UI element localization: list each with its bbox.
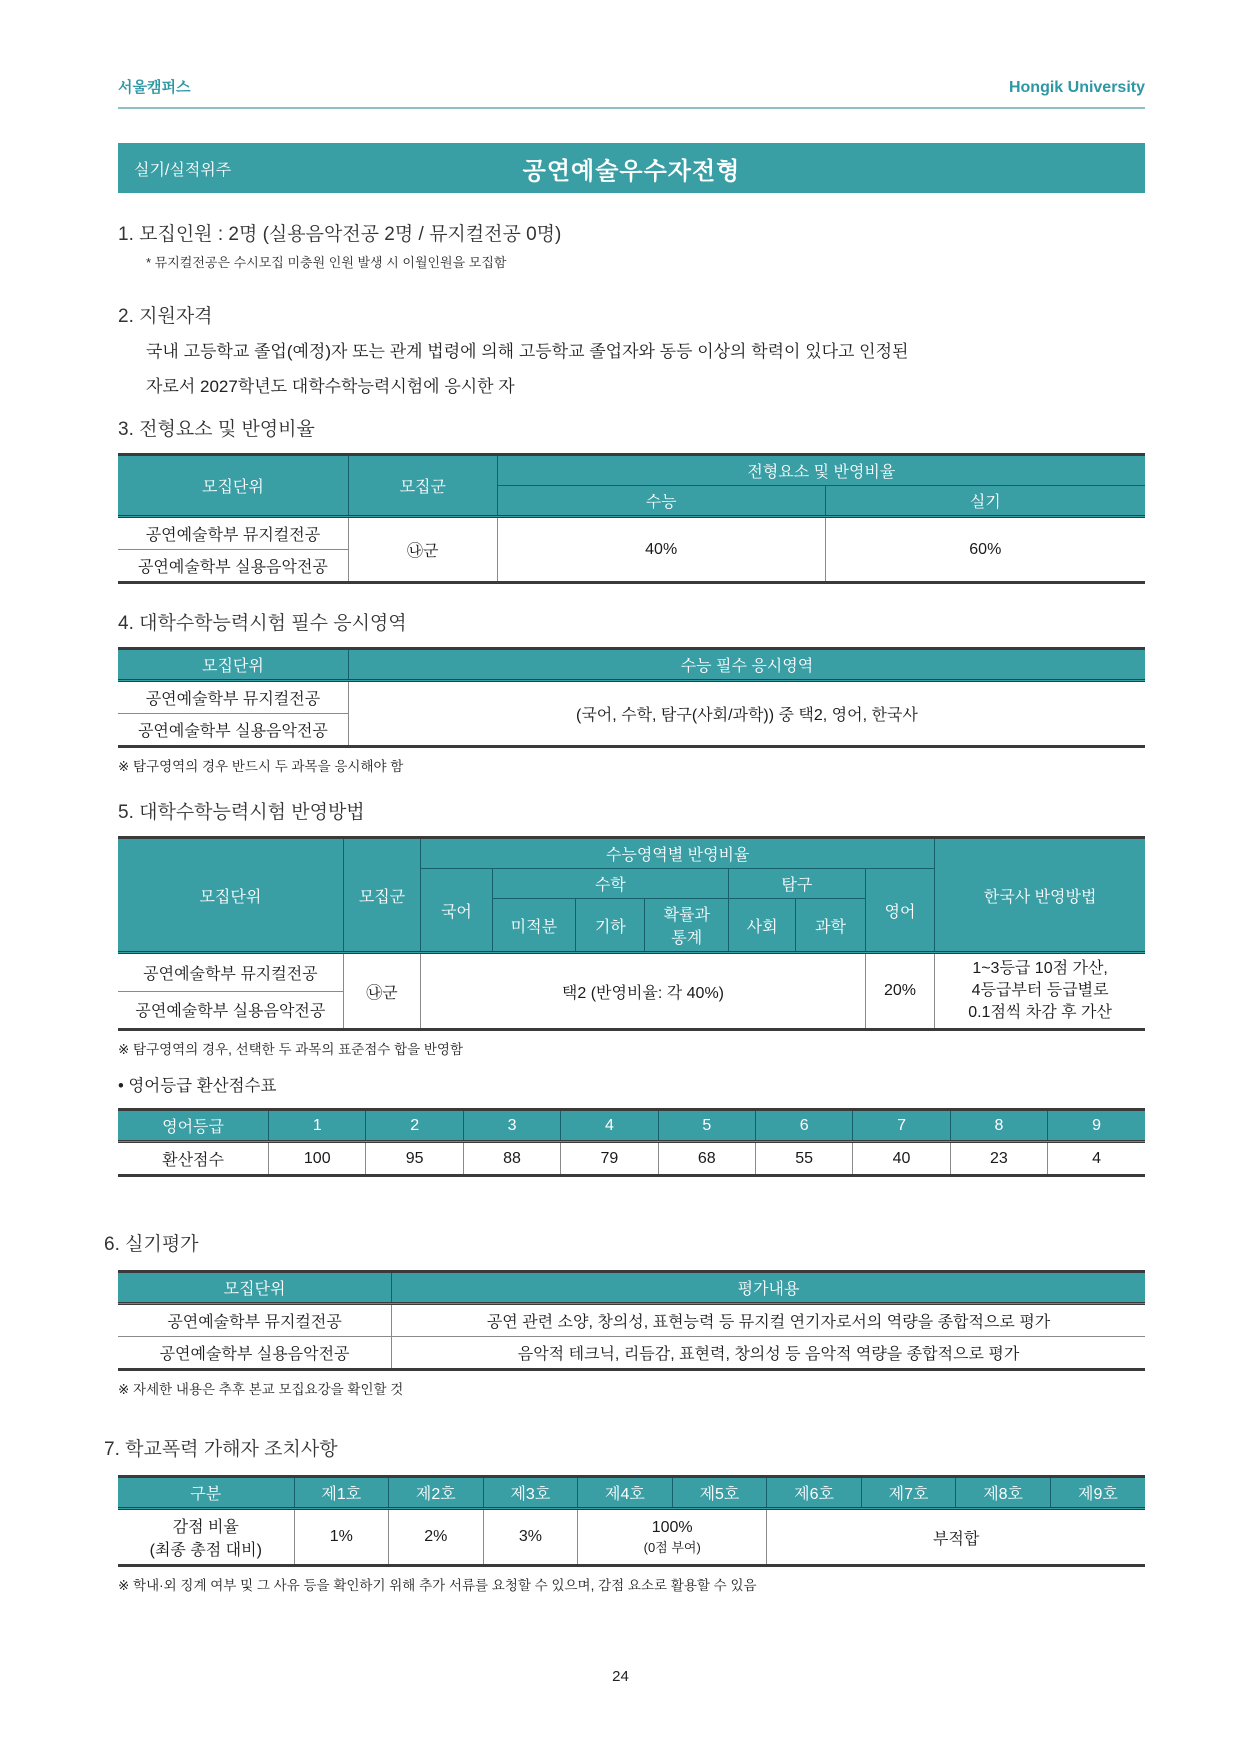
header-cell-evaluation: 평가내용 bbox=[392, 1272, 1145, 1304]
header-cell-category: 구분 bbox=[118, 1477, 294, 1509]
header-cell-unit: 모집단위 bbox=[118, 838, 343, 953]
section-2-body bbox=[118, 334, 1145, 404]
grade-col: 6 bbox=[755, 1110, 852, 1142]
practical-evaluation-table bbox=[118, 1270, 1145, 1371]
score-cell: 55 bbox=[755, 1142, 852, 1176]
title-bar bbox=[118, 143, 1145, 193]
group-cell: ㉯군 bbox=[343, 953, 420, 1030]
document-header bbox=[118, 76, 1145, 109]
eligibility-line-2: 자로서 2027학년도 대학수학능력시험에 응시한 자 bbox=[146, 377, 515, 396]
score-cell: 23 bbox=[950, 1142, 1047, 1176]
deduction-100-line: 100% bbox=[651, 1518, 693, 1536]
table-row bbox=[118, 1509, 1145, 1566]
section-5-heading: 5. 대학수학능력시험 반영방법 bbox=[118, 802, 365, 823]
grade-col: 5 bbox=[658, 1110, 755, 1142]
section-7-heading: 7. 학교폭력 가해자 조치사항 bbox=[104, 1439, 338, 1460]
measure-col: 제8호 bbox=[956, 1477, 1051, 1509]
unit-cell-musical: 공연예술학부 뮤지컬전공 bbox=[118, 681, 348, 714]
program-title: 공연예술우수자전형 bbox=[522, 157, 741, 185]
unit-cell-musical: 공연예술학부 뮤지컬전공 bbox=[118, 517, 348, 550]
header-cell-required-areas: 수능 필수 응시영역 bbox=[348, 649, 1145, 681]
school-violence-table bbox=[118, 1475, 1145, 1567]
score-cell: 40 bbox=[853, 1142, 950, 1176]
grade-col: 4 bbox=[561, 1110, 658, 1142]
section-6-note: ※ 자세한 내용은 추후 본교 모집요강을 확인할 것 bbox=[118, 1382, 404, 1397]
required-subjects-table bbox=[118, 647, 1145, 748]
prob-stat-line-2: 통계 bbox=[671, 930, 703, 947]
deduction-cell-2: 2% bbox=[389, 1509, 484, 1566]
table-row bbox=[118, 953, 1145, 992]
deduction-cell-1: 1% bbox=[294, 1509, 389, 1566]
group-cell: ㉯군 bbox=[348, 517, 497, 583]
score-cell: 79 bbox=[561, 1142, 658, 1176]
grade-col: 2 bbox=[366, 1110, 463, 1142]
measure-col: 제6호 bbox=[767, 1477, 862, 1509]
deduction-cell-3: 3% bbox=[483, 1509, 578, 1566]
score-cell: 68 bbox=[658, 1142, 755, 1176]
measure-col: 제5호 bbox=[672, 1477, 767, 1509]
deduction-label-line-2: (최종 총점 대비) bbox=[149, 1542, 262, 1559]
table-row bbox=[118, 1304, 1145, 1337]
english-conversion-bullet: • 영어등급 환산점수표 bbox=[118, 1077, 277, 1095]
grade-col: 9 bbox=[1048, 1110, 1145, 1142]
header-cell-prob-stat bbox=[645, 899, 728, 953]
eligibility-line-1: 국내 고등학교 졸업(예정)자 또는 관계 법령에 의해 고등학교 졸업자와 동등 이상의 학력이 있다고 인정된 bbox=[146, 342, 909, 361]
history-line-2: 4등급부터 등급별로 bbox=[971, 982, 1109, 999]
unit-cell-music: 공연예술학부 실용음악전공 bbox=[118, 550, 348, 583]
unit-cell-music: 공연예술학부 실용음악전공 bbox=[118, 714, 348, 747]
csat-reflection-table bbox=[118, 836, 1145, 1031]
deduction-zero-line: (0점 부여) bbox=[643, 1539, 701, 1555]
section-1-heading: 1. 모집인원 : 2명 (실용음악전공 2명 / 뮤지컬전공 0명) bbox=[118, 224, 562, 245]
deduction-cell-4-5 bbox=[578, 1509, 767, 1566]
subject-choice-cell: 택2 (반영비율: 각 40%) bbox=[421, 953, 866, 1030]
unit-cell-musical: 공연예술학부 뮤지컬전공 bbox=[118, 1304, 392, 1337]
english-ratio-cell: 20% bbox=[865, 953, 934, 1030]
csat-ratio-cell: 40% bbox=[497, 517, 825, 583]
measure-col: 제3호 bbox=[483, 1477, 578, 1509]
deduction-row-label bbox=[118, 1509, 294, 1566]
table-row bbox=[118, 1337, 1145, 1370]
section-4-note: ※ 탐구영역의 경우 반드시 두 과목을 응시해야 함 bbox=[118, 759, 404, 774]
measure-col: 제9호 bbox=[1050, 1477, 1145, 1509]
page-number: 24 bbox=[612, 1668, 629, 1685]
evaluation-cell-music: 음악적 테크닉, 리듬감, 표현력, 창의성 등 음악적 역량을 종합적으로 평가 bbox=[392, 1337, 1145, 1370]
history-line-3: 0.1점씩 차감 후 가산 bbox=[968, 1004, 1112, 1021]
grade-col: 7 bbox=[853, 1110, 950, 1142]
section-4-heading: 4. 대학수학능력시험 필수 응시영역 bbox=[118, 613, 407, 634]
section-1-note: * 뮤지컬전공은 수시모집 미충원 인원 발생 시 이월인원을 모집함 bbox=[146, 255, 507, 270]
university-label: Hongik University bbox=[1008, 79, 1145, 96]
section-2-heading: 2. 지원자격 bbox=[118, 306, 213, 327]
score-cell: 95 bbox=[366, 1142, 463, 1176]
header-cell-calculus: 미적분 bbox=[492, 899, 575, 953]
score-cell: 100 bbox=[269, 1142, 366, 1176]
section-3-heading: 3. 전형요소 및 반영비율 bbox=[118, 419, 315, 440]
header-cell-english: 영어 bbox=[865, 869, 934, 953]
section-6-heading: 6. 실기평가 bbox=[104, 1234, 199, 1255]
header-cell-csat: 수능 bbox=[497, 486, 825, 517]
history-line-1: 1~3등급 10점 가산, bbox=[972, 960, 1108, 977]
score-cell: 88 bbox=[463, 1142, 560, 1176]
header-cell-science: 과학 bbox=[796, 899, 865, 953]
header-cell-korean: 국어 bbox=[421, 869, 492, 953]
score-row-label: 환산점수 bbox=[118, 1142, 269, 1176]
measure-col: 제1호 bbox=[294, 1477, 389, 1509]
score-cell: 4 bbox=[1048, 1142, 1145, 1176]
grade-col: 1 bbox=[269, 1110, 366, 1142]
table-row bbox=[118, 681, 1145, 714]
elements-ratio-table bbox=[118, 453, 1145, 584]
header-cell-elements-span: 전형요소 및 반영비율 bbox=[497, 455, 1145, 486]
header-cell-history-method: 한국사 반영방법 bbox=[935, 838, 1145, 953]
campus-label: 서울캠퍼스 bbox=[118, 79, 191, 96]
header-cell-group: 모집군 bbox=[348, 455, 497, 517]
grade-col: 8 bbox=[950, 1110, 1047, 1142]
unit-cell-musical: 공연예술학부 뮤지컬전공 bbox=[118, 953, 343, 992]
practical-ratio-cell: 60% bbox=[825, 517, 1145, 583]
header-cell-geometry: 기하 bbox=[576, 899, 645, 953]
section-5-note: ※ 탐구영역의 경우, 선택한 두 과목의 표준점수 합을 반영함 bbox=[118, 1042, 464, 1057]
english-conversion-table bbox=[118, 1108, 1145, 1177]
table-row bbox=[118, 517, 1145, 550]
table-row bbox=[118, 1142, 1145, 1176]
deduction-label-line-1: 감점 비율 bbox=[172, 1519, 239, 1536]
header-cell-unit: 모집단위 bbox=[118, 455, 348, 517]
header-cell-inquiry: 탐구 bbox=[728, 869, 865, 899]
measure-col: 제7호 bbox=[861, 1477, 956, 1509]
header-cell-math: 수학 bbox=[492, 869, 728, 899]
measure-col: 제2호 bbox=[389, 1477, 484, 1509]
history-method-cell bbox=[935, 953, 1145, 1030]
measure-col: 제4호 bbox=[578, 1477, 673, 1509]
deduction-cell-6-9: 부적합 bbox=[767, 1509, 1145, 1566]
header-cell-practical: 실기 bbox=[825, 486, 1145, 517]
header-cell-english-grade: 영어등급 bbox=[118, 1110, 269, 1142]
unit-cell-music: 공연예술학부 실용음악전공 bbox=[118, 1337, 392, 1370]
section-7-note: ※ 학내·외 징계 여부 및 그 사유 등을 확인하기 위해 추가 서류를 요청할 수 있으며, 감점 요소로 활용할 수 있음 bbox=[118, 1578, 757, 1593]
prob-stat-line-1: 확률과 bbox=[663, 907, 710, 924]
evaluation-cell-musical: 공연 관련 소양, 창의성, 표현능력 등 뮤지컬 연기자로서의 역량을 종합적으로 평가 bbox=[392, 1304, 1145, 1337]
header-cell-social: 사회 bbox=[728, 899, 795, 953]
track-type-label: 실기/실적위주 bbox=[134, 161, 232, 179]
unit-cell-music: 공연예술학부 실용음악전공 bbox=[118, 991, 343, 1030]
header-cell-ratio-span: 수능영역별 반영비율 bbox=[421, 838, 935, 869]
grade-col: 3 bbox=[463, 1110, 560, 1142]
required-areas-cell: (국어, 수학, 탐구(사회/과학)) 중 택2, 영어, 한국사 bbox=[348, 681, 1145, 747]
header-cell-unit: 모집단위 bbox=[118, 1272, 392, 1304]
header-cell-group: 모집군 bbox=[343, 838, 420, 953]
header-cell-unit: 모집단위 bbox=[118, 649, 348, 681]
